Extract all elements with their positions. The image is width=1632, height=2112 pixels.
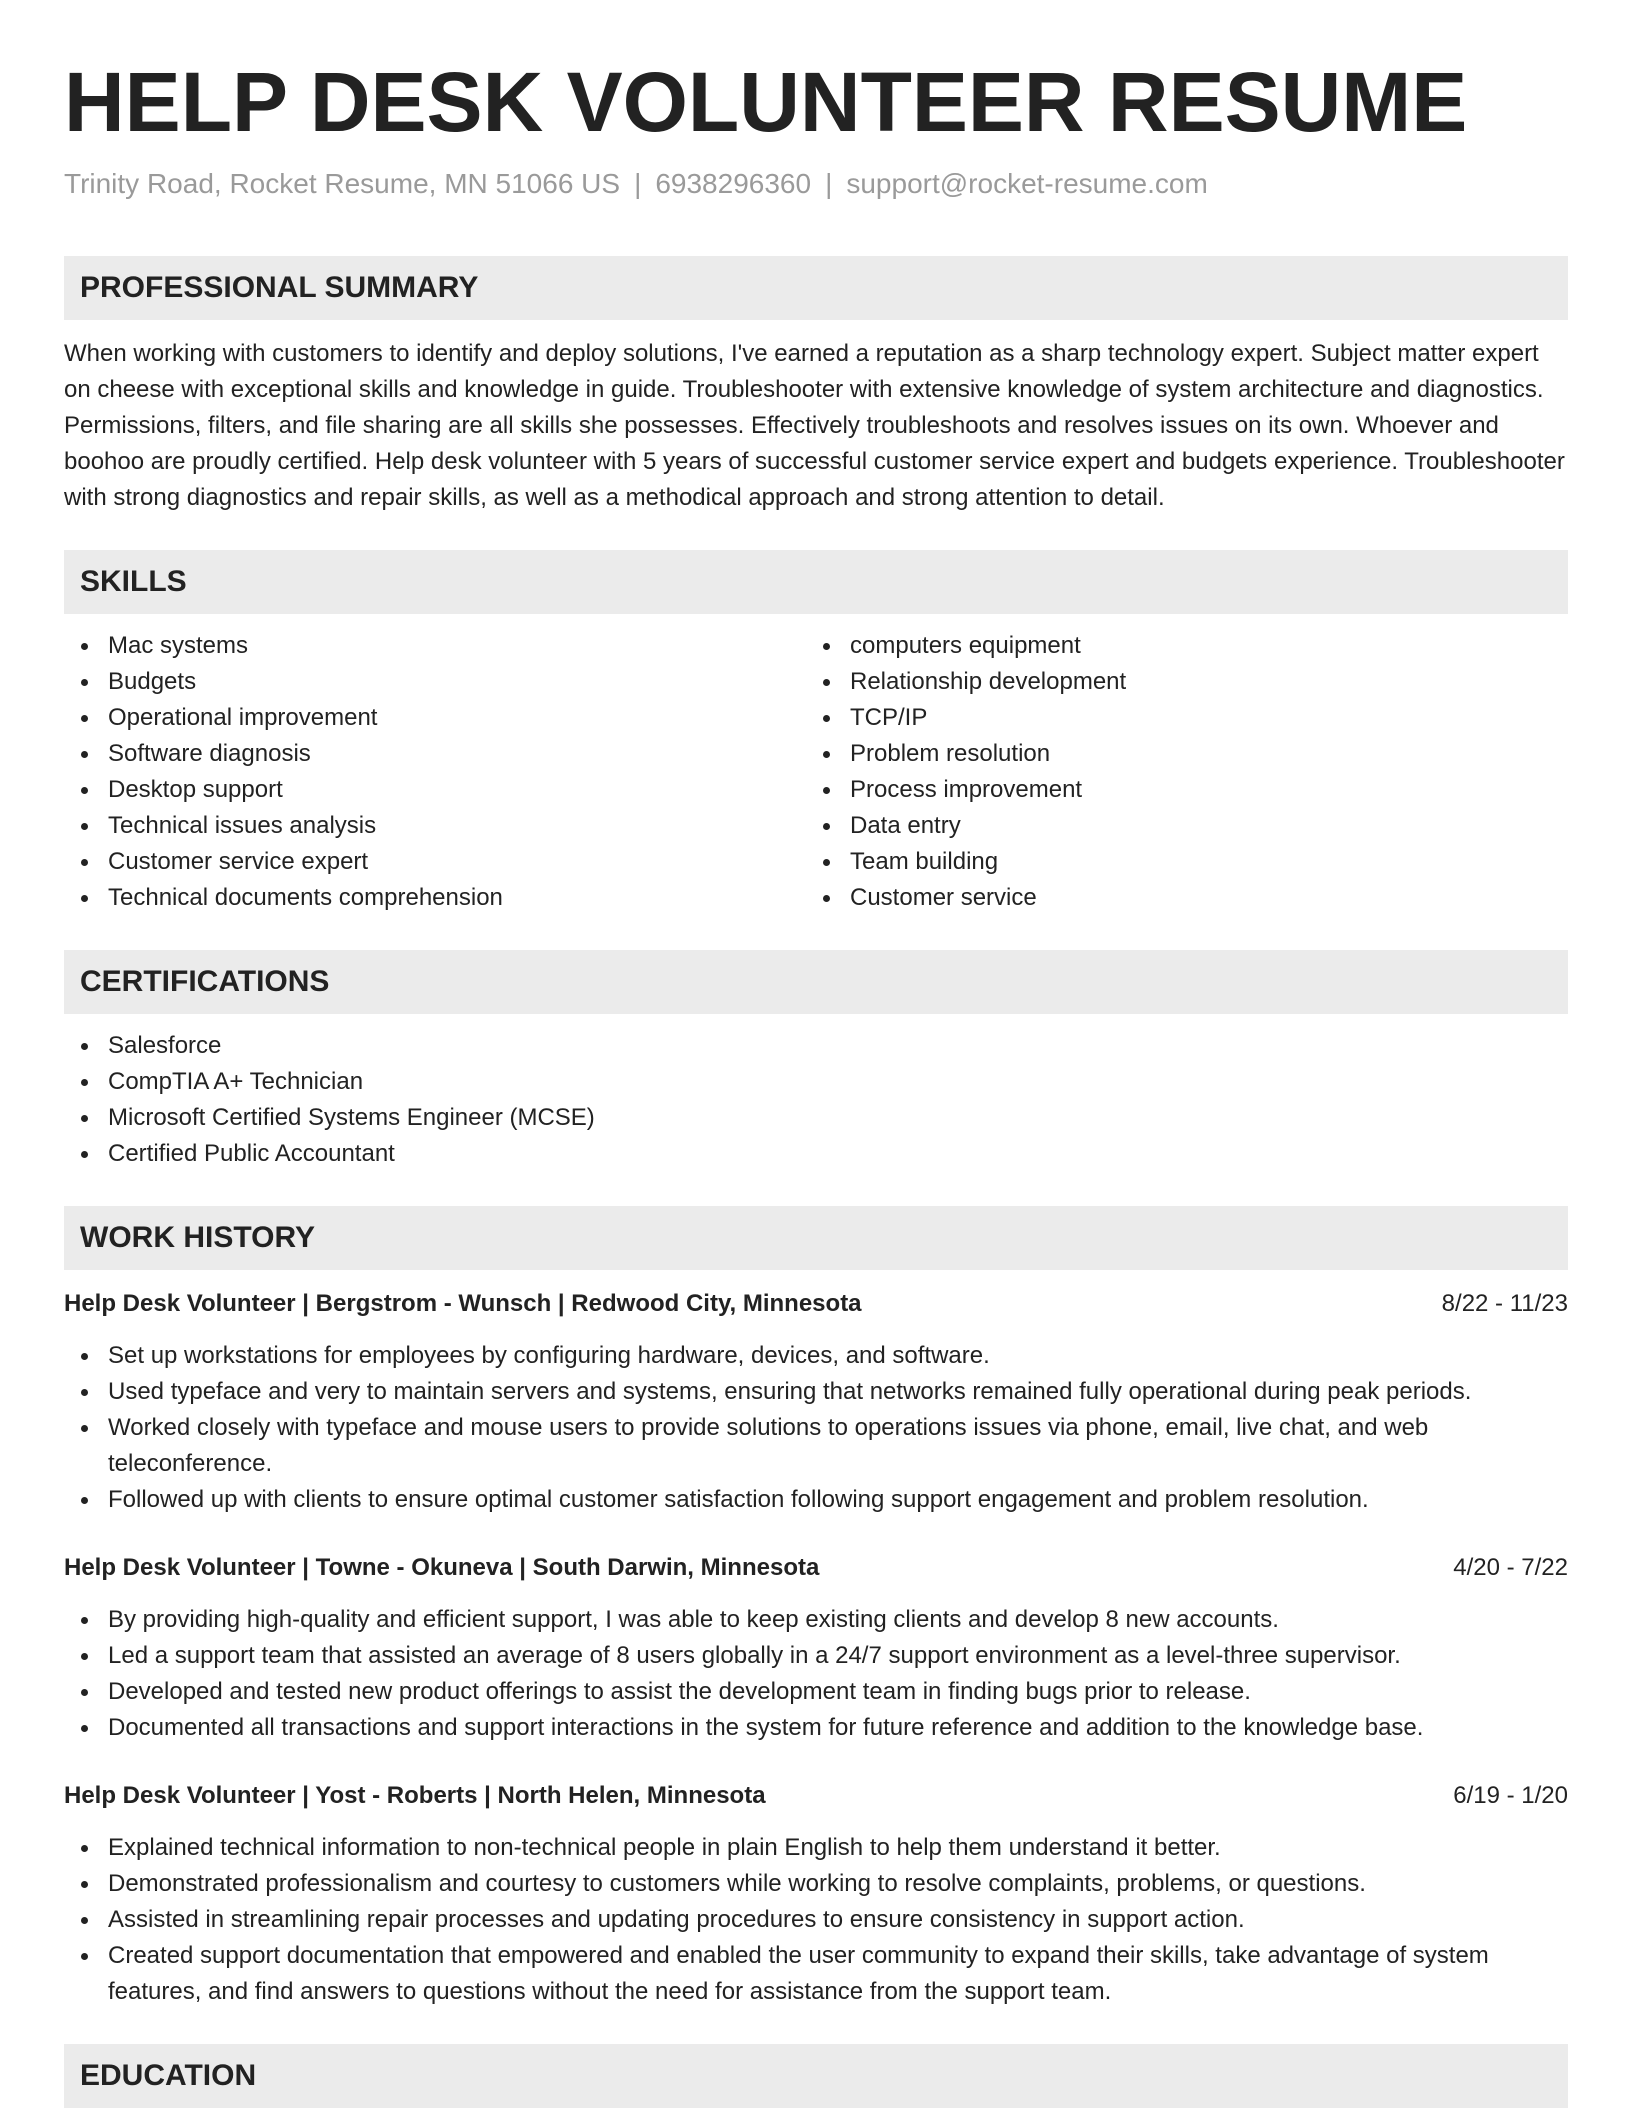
- section-heading-skills: SKILLS: [64, 550, 1568, 614]
- job-bullet: Assisted in streamlining repair processes and updating procedures to ensure consistency in support action.: [108, 1902, 1568, 1938]
- skill-item: Technical documents comprehension: [108, 880, 806, 916]
- skill-item: Operational improvement: [108, 700, 806, 736]
- job-bullets: [64, 1338, 1568, 1518]
- job-dates: 8/22 - 11/23: [1441, 1290, 1568, 1317]
- skill-item: computers equipment: [850, 628, 1548, 664]
- contact-separator: |: [634, 168, 642, 199]
- job-entry: [64, 1778, 1568, 2010]
- skill-item: Relationship development: [850, 664, 1548, 700]
- job-bullet: Used typeface and very to maintain servers and systems, ensuring that networks remained fully operational during peak periods.: [108, 1374, 1568, 1410]
- job-bullet: Explained technical information to non-technical people in plain English to help them understand it better.: [108, 1830, 1568, 1866]
- skill-item: Customer service: [850, 880, 1548, 916]
- certification-item: Salesforce: [108, 1028, 1568, 1064]
- skill-item: Customer service expert: [108, 844, 806, 880]
- job-header: [64, 1550, 1568, 1586]
- job-entry: [64, 1286, 1568, 1518]
- job-bullets: [64, 1830, 1568, 2010]
- section-heading-certifications: CERTIFICATIONS: [64, 950, 1568, 1014]
- job-bullet: By providing high-quality and efficient support, I was able to keep existing clients and develop 8 new accounts.: [108, 1602, 1568, 1638]
- skill-item: Data entry: [850, 808, 1548, 844]
- section-heading-summary: PROFESSIONAL SUMMARY: [64, 256, 1568, 320]
- skill-item: Technical issues analysis: [108, 808, 806, 844]
- job-title: Help Desk Volunteer | Yost - Roberts | North Helen, Minnesota: [64, 1782, 766, 1809]
- skills-column-right: [806, 628, 1548, 916]
- contact-address: Trinity Road, Rocket Resume, MN 51066 US: [64, 168, 621, 199]
- certifications-list: [64, 1028, 1568, 1172]
- contact-line: [64, 166, 1568, 202]
- job-bullet: Worked closely with typeface and mouse users to provide solutions to operations issues via phone, email, live chat, and web teleconference.: [108, 1410, 1568, 1482]
- contact-phone: 6938296360: [655, 168, 812, 199]
- certification-item: CompTIA A+ Technician: [108, 1064, 1568, 1100]
- summary-text: When working with customers to identify and deploy solutions, I've earned a reputation as a sharp technology expert. Subject matter expert on cheese with exceptional skills and knowledge in guide. Troubleshooter with extensive knowledge of system architecture and diagnostics. Permissions, filters, and file sharing are all skills she possesses. Effectively troubleshoots and resolves issues on its own. Whoever and boohoo are proudly certified. Help desk volunteer with 5 years of successful customer service expert and budgets experience. Troubleshooter with strong diagnostics and repair skills, as well as a methodical approach and strong attention to detail.: [64, 340, 1565, 511]
- job-header: [64, 1286, 1568, 1322]
- skill-item: TCP/IP: [850, 700, 1548, 736]
- skill-item: Mac systems: [108, 628, 806, 664]
- job-dates: 4/20 - 7/22: [1453, 1554, 1568, 1581]
- skill-item: Desktop support: [108, 772, 806, 808]
- job-bullet: Led a support team that assisted an average of 8 users globally in a 24/7 support environment as a level-three supervisor.: [108, 1638, 1568, 1674]
- job-title: Help Desk Volunteer | Towne - Okuneva | South Darwin, Minnesota: [64, 1554, 820, 1581]
- job-title: Help Desk Volunteer | Bergstrom - Wunsch | Redwood City, Minnesota: [64, 1290, 862, 1317]
- job-bullet: Created support documentation that empowered and enabled the user community to expand their skills, take advantage of system features, and find answers to questions without the need for assistance from the support team.: [108, 1938, 1568, 2010]
- resume-title: HELP DESK VOLUNTEER RESUME: [64, 55, 1468, 149]
- job-dates: 6/19 - 1/20: [1453, 1782, 1568, 1809]
- job-bullet: Documented all transactions and support interactions in the system for future reference and addition to the knowledge base.: [108, 1710, 1568, 1746]
- certification-item: Certified Public Accountant: [108, 1136, 1568, 1172]
- skill-item: Budgets: [108, 664, 806, 700]
- skills-column-left: [64, 628, 806, 916]
- job-entry: [64, 1550, 1568, 1746]
- job-bullet: Developed and tested new product offerings to assist the development team in finding bugs prior to release.: [108, 1674, 1568, 1710]
- job-bullets: [64, 1602, 1568, 1746]
- job-header: [64, 1778, 1568, 1814]
- skills-grid: [64, 628, 1568, 916]
- skill-item: Problem resolution: [850, 736, 1548, 772]
- job-bullet: Demonstrated professionalism and courtesy to customers while working to resolve complaints, problems, or questions.: [108, 1866, 1568, 1902]
- contact-separator: |: [825, 168, 833, 199]
- job-bullet: Set up workstations for employees by configuring hardware, devices, and software.: [108, 1338, 1568, 1374]
- skill-item: Team building: [850, 844, 1548, 880]
- section-heading-work-history: WORK HISTORY: [64, 1206, 1568, 1270]
- skill-item: Software diagnosis: [108, 736, 806, 772]
- section-heading-education: EDUCATION: [64, 2044, 1568, 2108]
- certification-item: Microsoft Certified Systems Engineer (MCSE): [108, 1100, 1568, 1136]
- contact-email: support@rocket-resume.com: [846, 168, 1208, 199]
- job-bullet: Followed up with clients to ensure optimal customer satisfaction following support engagement and problem resolution.: [108, 1482, 1568, 1518]
- skill-item: Process improvement: [850, 772, 1548, 808]
